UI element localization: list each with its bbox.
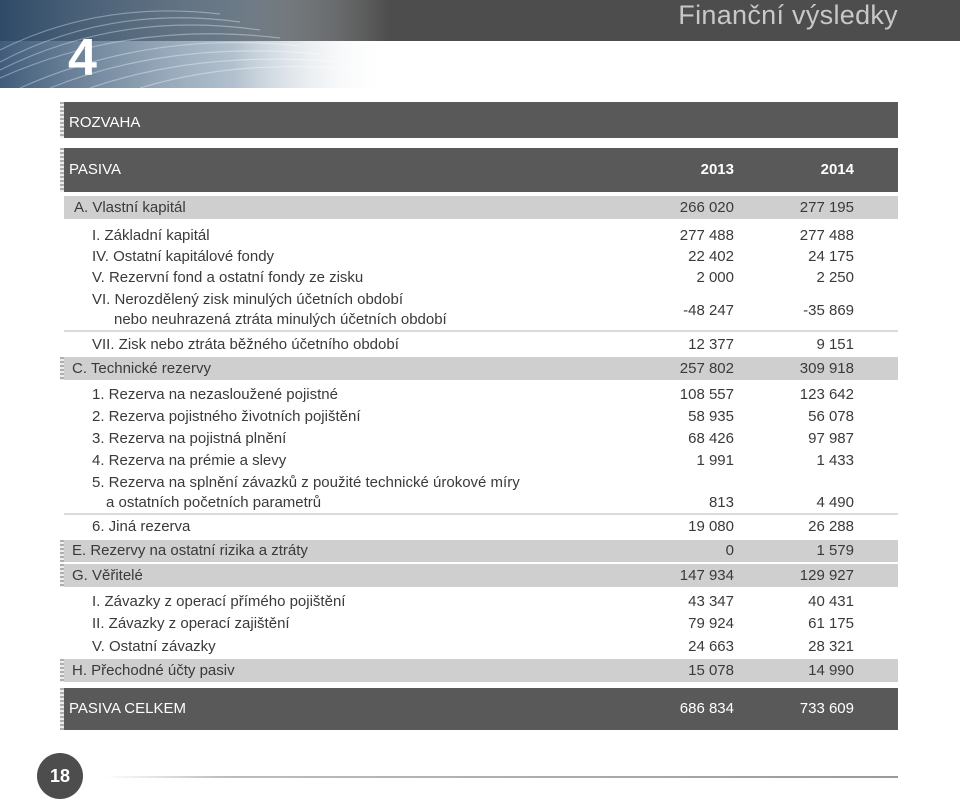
table-row (64, 473, 898, 515)
total-value-2013: 686 834 (679, 700, 734, 717)
column-header-year-2013: 2013 (700, 161, 734, 178)
row-label: 2. Rezerva pojistného životních pojištění (92, 408, 361, 425)
section-title: ROZVAHA (69, 114, 141, 131)
row-value-2014: 123 642 (799, 386, 854, 403)
table-row (64, 385, 898, 405)
row-value-2014: 56 078 (808, 408, 854, 425)
row-label: C. Technické rezervy (72, 360, 211, 377)
row-label: 6. Jiná rezerva (92, 518, 191, 535)
table-row (64, 637, 898, 657)
table-row (64, 429, 898, 449)
row-value-2014: 61 175 (808, 615, 854, 632)
row-value-2014: 277 488 (799, 227, 854, 244)
table-row (64, 451, 898, 471)
row-label: 3. Rezerva na pojistná plnění (92, 430, 287, 447)
row-value-2013: 43 347 (688, 593, 734, 610)
row-value-2013: 22 402 (688, 248, 734, 265)
row-value-2013: 813 (708, 494, 734, 511)
row-value-2013: 277 488 (679, 227, 734, 244)
row-label: 4. Rezerva na prémie a slevy (92, 452, 287, 469)
section-title-bar (64, 102, 898, 138)
row-value-2014: 28 321 (808, 638, 854, 655)
row-value-2014: 9 151 (816, 336, 854, 353)
row-value-2014: 40 431 (808, 593, 854, 610)
row-label: IV. Ostatní kapitálové fondy (92, 248, 275, 265)
row-label: V. Ostatní závazky (92, 638, 216, 655)
row-label: 1. Rezerva na nezasloužené pojistné (92, 386, 338, 403)
row-value-2013: 257 802 (679, 360, 734, 377)
row-label: VI. Nerozdělený zisk minulých účetních období (92, 291, 403, 308)
row-value-2013: 79 924 (688, 615, 734, 632)
row-value-2013: 266 020 (679, 199, 734, 216)
row-label: A. Vlastní kapitál (74, 199, 186, 216)
row-value-2014: 97 987 (808, 430, 854, 447)
chapter-number: 4 (68, 29, 97, 87)
row-label-continued: nebo neuhrazená ztráta minulých účetních období (114, 311, 447, 328)
row-value-2013: 24 663 (688, 638, 734, 655)
row-label: VII. Zisk nebo ztráta běžného účetního období (92, 336, 399, 353)
table-row (64, 290, 898, 332)
row-value-2013: 15 078 (688, 662, 734, 679)
row-label: 5. Rezerva na splnění závazků z použité technické úrokové míry (92, 474, 520, 491)
column-header-year-2014: 2014 (820, 161, 854, 178)
row-value-2013: 1 991 (696, 452, 734, 469)
row-value-2013: 147 934 (679, 567, 734, 584)
table-row (64, 247, 898, 267)
row-label: V. Rezervní fond a ostatní fondy ze zisku (92, 269, 364, 286)
table-total-row (64, 688, 898, 730)
row-value-2013: -48 247 (683, 302, 734, 319)
row-label: E. Rezervy na ostatní rizika a ztráty (72, 542, 308, 559)
table-row (64, 357, 898, 380)
row-value-2014: 1 579 (816, 542, 854, 559)
row-label: II. Závazky z operací zajištění (92, 615, 290, 632)
row-label: I. Základní kapitál (92, 227, 210, 244)
table-row (64, 517, 898, 537)
page-title: Finanční výsledky (678, 0, 898, 30)
row-value-2014: 309 918 (799, 360, 854, 377)
table-row (64, 268, 898, 288)
table-row (64, 592, 898, 612)
row-value-2013: 58 935 (688, 408, 734, 425)
row-value-2013: 108 557 (679, 386, 734, 403)
row-value-2014: 2 250 (816, 269, 854, 286)
column-header-label: PASIVA (69, 161, 121, 178)
table-row (64, 540, 898, 562)
table-row (64, 335, 898, 355)
row-label: G. Věřitelé (72, 567, 143, 584)
total-label: PASIVA CELKEM (69, 700, 186, 717)
row-label: I. Závazky z operací přímého pojištění (92, 593, 346, 610)
row-value-2014: 1 433 (816, 452, 854, 469)
table-row (64, 226, 898, 246)
footer-divider (105, 776, 898, 778)
table-row (64, 614, 898, 634)
table-row (64, 196, 898, 219)
row-value-2013: 19 080 (688, 518, 734, 535)
row-value-2014: -35 869 (803, 302, 854, 319)
row-value-2014: 14 990 (808, 662, 854, 679)
table-row (64, 564, 898, 587)
row-value-2014: 26 288 (808, 518, 854, 535)
row-value-2014: 129 927 (799, 567, 854, 584)
row-label-continued: a ostatních početních parametrů (106, 494, 322, 511)
row-value-2013: 12 377 (688, 336, 734, 353)
header-decoration (0, 0, 390, 88)
table-header (64, 148, 898, 192)
row-value-2014: 24 175 (808, 248, 854, 265)
row-value-2014: 277 195 (799, 199, 854, 216)
row-value-2013: 68 426 (688, 430, 734, 447)
total-value-2014: 733 609 (799, 700, 854, 717)
row-label: H. Přechodné účty pasiv (72, 662, 235, 679)
table-row (64, 407, 898, 427)
row-value-2013: 0 (725, 542, 734, 559)
table-row (64, 659, 898, 682)
row-value-2013: 2 000 (696, 269, 734, 286)
page-number: 18 (37, 753, 83, 799)
row-value-2014: 4 490 (816, 494, 854, 511)
